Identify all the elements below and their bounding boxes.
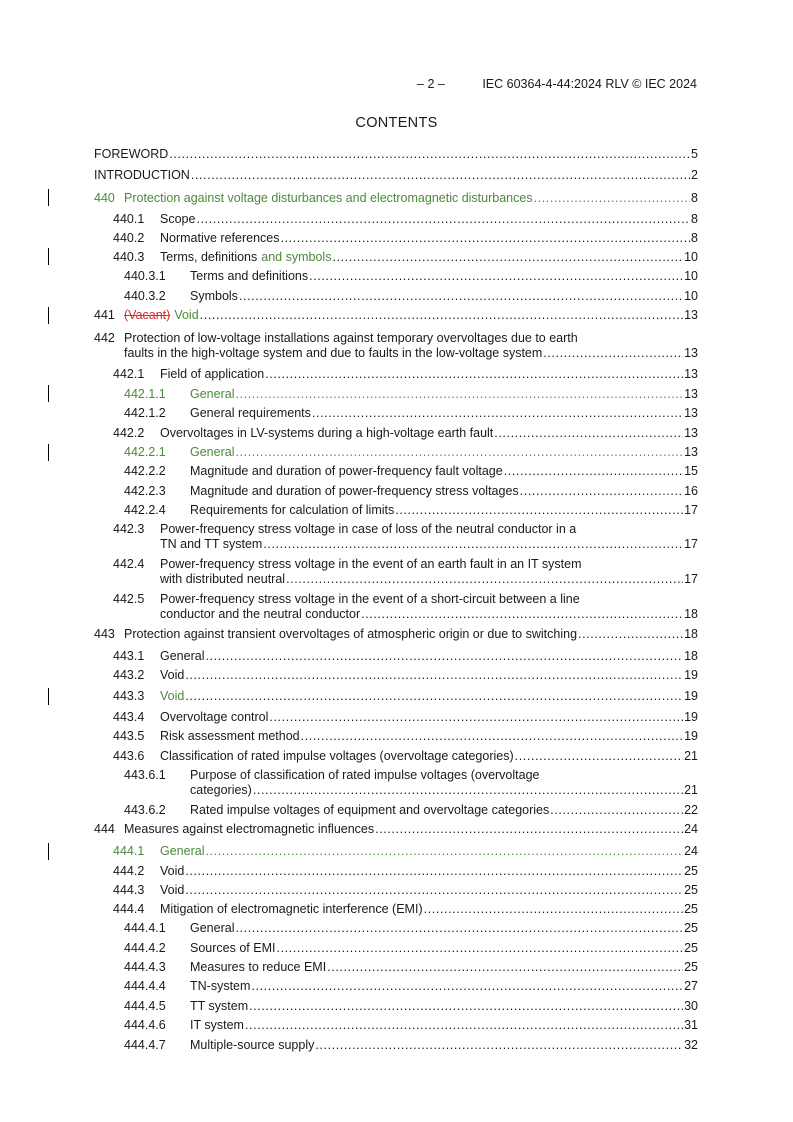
leader-dots — [185, 883, 683, 898]
toc-entry-440[interactable] — [94, 191, 698, 206]
toc-entry-page: 32 — [684, 1038, 698, 1052]
toc-entry-text: IT system — [190, 1018, 244, 1032]
toc-entry-number: 442.1.1 — [124, 387, 166, 401]
toc-entry-text: Multiple-source supply — [190, 1038, 315, 1052]
toc-entry-page: 31 — [684, 1018, 698, 1032]
toc-entry-442-1[interactable] — [113, 367, 698, 382]
toc-entry-page: 18 — [684, 627, 698, 641]
leader-dots — [235, 921, 683, 936]
toc-entry-page: 13 — [684, 387, 698, 401]
toc-entry-text-continued: faults in the high-voltage system and due to faults in the low-voltage system — [124, 346, 543, 360]
toc-entry-text: General — [190, 921, 235, 935]
toc-entry-page: 27 — [684, 979, 698, 993]
toc-entry-444-4-5[interactable] — [124, 999, 698, 1014]
toc-entry-text: Field of application — [160, 367, 265, 381]
toc-entry-number: 442.2.2 — [124, 464, 166, 478]
toc-entry-number: 444.2 — [113, 864, 145, 878]
inserted-text: Void — [174, 308, 199, 322]
toc-entry-page: 17 — [684, 537, 698, 551]
leader-dots — [515, 749, 683, 764]
toc-entry-442-2[interactable] — [113, 426, 698, 441]
toc-entry-text: Overvoltage control — [160, 710, 269, 724]
toc-entry-page: 10 — [684, 250, 698, 264]
toc-entry-text: Protection against transient overvoltages of atmospheric origin or due to switching — [124, 627, 578, 641]
toc-entry-443-6-1[interactable] — [124, 768, 698, 798]
toc-entry-text: General — [190, 445, 235, 459]
toc-entry-text: Void — [160, 883, 185, 897]
toc-entry-number: 443.6 — [113, 749, 145, 763]
toc-entry-442-3[interactable] — [113, 522, 698, 552]
toc-entry-page: 24 — [684, 844, 698, 858]
toc-entry-440-3-2[interactable] — [124, 289, 698, 304]
toc-entry-443-6-2[interactable] — [124, 803, 698, 818]
toc-entry-page: 10 — [684, 289, 698, 303]
leader-dots — [169, 147, 690, 162]
toc-entry-page: 19 — [684, 668, 698, 682]
toc-entry-number: 440.3.2 — [124, 289, 166, 303]
contents-title: CONTENTS — [355, 115, 438, 131]
toc-entry-text: Protection against voltage disturbances and electromagnetic disturbances — [124, 191, 533, 205]
toc-entry-text: Protection of low-voltage installations against temporary overvoltages due to earth — [124, 331, 578, 345]
leader-dots — [263, 537, 683, 552]
toc-entry-text: Magnitude and duration of power-frequency stress voltages — [190, 484, 519, 498]
toc-entry-number: 442.2.1 — [124, 445, 166, 459]
header-document-id: IEC 60364-4-44:2024 RLV © IEC 2024 — [482, 77, 697, 91]
toc-entry-text: Power-frequency stress voltage in the event of an earth fault in an IT system — [160, 557, 582, 571]
leader-dots — [185, 689, 683, 704]
leader-dots — [235, 387, 683, 402]
leader-dots — [312, 406, 683, 421]
toc-entry-page: 18 — [684, 649, 698, 663]
toc-entry-440-2[interactable] — [113, 231, 698, 246]
toc-entry-text: Risk assessment method — [160, 729, 300, 743]
toc-entry-number: 443.2 — [113, 668, 145, 682]
toc-entry-text: General — [160, 649, 205, 663]
toc-entry-number: 443.6.1 — [124, 768, 166, 782]
toc-entry-number: 442 — [94, 331, 115, 345]
leader-dots — [205, 649, 683, 664]
toc-entry-number: 444.1 — [113, 844, 145, 858]
toc-entry-text: General — [160, 844, 205, 858]
toc-entry-number: 444.4.7 — [124, 1038, 166, 1052]
toc-entry-number: 442.4 — [113, 557, 145, 571]
toc-entry-442-1-2[interactable] — [124, 406, 698, 421]
toc-entry-page: 8 — [691, 231, 698, 245]
toc-entry-page: 13 — [684, 426, 698, 440]
toc-entry-page: 22 — [684, 803, 698, 817]
toc-entry-text: Void — [160, 668, 185, 682]
inserted-text: and symbols — [261, 250, 332, 264]
toc-entry-444-4-6[interactable] — [124, 1018, 698, 1033]
toc-entry-page: 25 — [684, 921, 698, 935]
toc-entry-page: 21 — [684, 783, 698, 797]
change-bar — [48, 189, 49, 206]
leader-dots — [239, 289, 683, 304]
toc-entry-442-2-1[interactable] — [124, 445, 698, 460]
toc-entry-443-3[interactable] — [113, 689, 698, 704]
toc-entry-number: 444.4.6 — [124, 1018, 166, 1032]
leader-dots — [245, 1018, 683, 1033]
toc-entry-443-6[interactable] — [113, 749, 698, 764]
toc-entry-number: 444.4.3 — [124, 960, 166, 974]
toc-entry-number: 443.6.2 — [124, 803, 166, 817]
toc-entry-text: Magnitude and duration of power-frequency fault voltage — [190, 464, 503, 478]
toc-entry-number: 443 — [94, 627, 115, 641]
toc-entry-introduction[interactable] — [94, 168, 698, 183]
toc-entry-number: 443.5 — [113, 729, 145, 743]
change-bar — [48, 248, 49, 265]
toc-entry-page: 25 — [684, 902, 698, 916]
leader-dots — [251, 979, 683, 994]
toc-entry-text: Symbols — [190, 289, 238, 303]
toc-entry-442-5[interactable] — [113, 592, 698, 622]
toc-entry-number: 440.3.1 — [124, 269, 166, 283]
toc-entry-page: 17 — [684, 503, 698, 517]
toc-entry-442-2-2[interactable] — [124, 464, 698, 479]
leader-dots — [205, 844, 683, 859]
leader-dots — [281, 231, 691, 246]
toc-entry-number: 442.2 — [113, 426, 145, 440]
toc-entry-number: 442.2.4 — [124, 503, 166, 517]
toc-entry-page: 10 — [684, 269, 698, 283]
toc-entry-text: Scope — [160, 212, 196, 226]
toc-entry-text: Power-frequency stress voltage in the event of a short-circuit between a line — [160, 592, 580, 606]
leader-dots — [200, 308, 683, 323]
toc-entry-number: 442.2.3 — [124, 484, 166, 498]
toc-entry-number: 442.1.2 — [124, 406, 166, 420]
toc-entry-444-4[interactable] — [113, 902, 698, 917]
toc-entry-text: Measures against electromagnetic influences — [124, 822, 375, 836]
toc-entry-text: Sources of EMI — [190, 941, 276, 955]
toc-entry-number: 444 — [94, 822, 115, 836]
toc-entry-number: 442.3 — [113, 522, 145, 536]
toc-entry-442-2-3[interactable] — [124, 484, 698, 499]
toc-entry-444-2[interactable] — [113, 864, 698, 879]
change-bar — [48, 385, 49, 402]
toc-entry-441[interactable] — [94, 308, 698, 323]
leader-dots — [504, 464, 683, 479]
toc-entry-number: 444.4.4 — [124, 979, 166, 993]
toc-entry-page: 13 — [684, 346, 698, 360]
leader-dots — [253, 783, 683, 798]
change-bar — [48, 688, 49, 705]
toc-entry-text: Purpose of classification of rated impulse voltages (overvoltage — [190, 768, 540, 782]
toc-entry-page: 8 — [691, 191, 698, 205]
toc-entry-text: General requirements — [190, 406, 311, 420]
leader-dots — [301, 729, 683, 744]
toc-entry-text: INTRODUCTION — [94, 168, 190, 182]
page-header — [417, 77, 697, 91]
toc-entry-text: Classification of rated impulse voltages (overvoltage categories) — [160, 749, 514, 763]
toc-entry-page: 25 — [684, 960, 698, 974]
toc-entry-442-1-1[interactable] — [124, 387, 698, 402]
leader-dots — [269, 710, 683, 725]
toc-entry-442-2-4[interactable] — [124, 503, 698, 518]
toc-entry-text: TT system — [190, 999, 249, 1013]
toc-entry-text-continued: TN and TT system — [160, 537, 263, 551]
toc-entry-page: 15 — [684, 464, 698, 478]
toc-entry-number: 444.4 — [113, 902, 145, 916]
leader-dots — [191, 168, 690, 183]
toc-entry-444-4-2[interactable] — [124, 941, 698, 956]
toc-entry-text: Rated impulse voltages of equipment and overvoltage categories — [190, 803, 550, 817]
toc-entry-443-5[interactable] — [113, 729, 698, 744]
toc-entry-444-3[interactable] — [113, 883, 698, 898]
toc-entry-page: 24 — [684, 822, 698, 836]
deleted-text: (Vacant) — [124, 308, 171, 322]
toc-entry-442[interactable] — [94, 331, 698, 361]
leader-dots — [249, 999, 683, 1014]
toc-entry-443[interactable] — [94, 627, 698, 642]
toc-entry-page: 19 — [684, 729, 698, 743]
toc-entry-number: 443.4 — [113, 710, 145, 724]
toc-entry-text: Mitigation of electromagnetic interference (EMI) — [160, 902, 423, 916]
toc-entry-444[interactable] — [94, 822, 698, 837]
toc-entry-text: Terms and definitions — [190, 269, 309, 283]
toc-entry-number: 440.2 — [113, 231, 145, 245]
change-bar — [48, 444, 49, 461]
toc-entry-page: 18 — [684, 607, 698, 621]
header-page-number: – 2 – — [417, 77, 445, 91]
leader-dots — [265, 367, 683, 382]
leader-dots — [235, 445, 683, 460]
toc-entry-number: 443.3 — [113, 689, 145, 703]
toc-entry-443-2[interactable] — [113, 668, 698, 683]
toc-entry-440-3[interactable] — [113, 250, 698, 265]
leader-dots — [375, 822, 683, 837]
toc-entry-text: Normative references — [160, 231, 280, 245]
toc-entry-page: 2 — [691, 168, 698, 182]
toc-entry-text: TN-system — [190, 979, 251, 993]
toc-entry-442-4[interactable] — [113, 557, 698, 587]
leader-dots — [361, 607, 683, 622]
leader-dots — [276, 941, 683, 956]
toc-entry-443-4[interactable] — [113, 710, 698, 725]
leader-dots — [185, 864, 683, 879]
toc-entry-page: 17 — [684, 572, 698, 586]
toc-entry-text: General — [190, 387, 235, 401]
leader-dots — [543, 346, 683, 361]
leader-dots — [286, 572, 683, 587]
toc-entry-page: 25 — [684, 864, 698, 878]
leader-dots — [332, 250, 683, 265]
toc-entry-444-1[interactable] — [113, 844, 698, 859]
leader-dots — [534, 191, 690, 206]
toc-entry-number: 440.1 — [113, 212, 145, 226]
toc-entry-text: Requirements for calculation of limits — [190, 503, 395, 517]
toc-entry-440-1[interactable] — [113, 212, 698, 227]
leader-dots — [196, 212, 690, 227]
toc-entry-text-continued: with distributed neutral — [160, 572, 286, 586]
change-bar — [48, 307, 49, 324]
leader-dots — [494, 426, 683, 441]
toc-entry-444-4-3[interactable] — [124, 960, 698, 975]
toc-entry-page: 16 — [684, 484, 698, 498]
leader-dots — [327, 960, 683, 975]
toc-entry-page: 5 — [691, 147, 698, 161]
toc-entry-number: 440 — [94, 191, 115, 205]
toc-entry-foreword[interactable] — [94, 147, 698, 162]
toc-entry-444-4-7[interactable] — [124, 1038, 698, 1053]
toc-entry-page: 19 — [684, 710, 698, 724]
toc-entry-number: 440.3 — [113, 250, 145, 264]
change-bar — [48, 843, 49, 860]
toc-entry-444-4-4[interactable] — [124, 979, 698, 994]
toc-entry-page: 8 — [691, 212, 698, 226]
toc-entry-text: Terms, definitions — [160, 250, 258, 264]
toc-entry-text: Overvoltages in LV-systems during a high-voltage earth fault — [160, 426, 494, 440]
toc-entry-text: FOREWORD — [94, 147, 169, 161]
toc-entry-text-continued: conductor and the neutral conductor — [160, 607, 361, 621]
toc-entry-number: 444.3 — [113, 883, 145, 897]
toc-entry-443-1[interactable] — [113, 649, 698, 664]
toc-entry-page: 13 — [684, 406, 698, 420]
toc-entry-page: 25 — [684, 883, 698, 897]
leader-dots — [520, 484, 683, 499]
toc-entry-page: 25 — [684, 941, 698, 955]
toc-entry-number: 444.4.5 — [124, 999, 166, 1013]
toc-entry-444-4-1[interactable] — [124, 921, 698, 936]
toc-entry-number: 444.4.1 — [124, 921, 166, 935]
leader-dots — [424, 902, 683, 917]
leader-dots — [315, 1038, 683, 1053]
inserted-text: Void — [160, 689, 185, 703]
toc-entry-text: Power-frequency stress voltage in case of loss of the neutral conductor in a — [160, 522, 577, 536]
toc-entry-page: 30 — [684, 999, 698, 1013]
leader-dots — [550, 803, 683, 818]
toc-entry-number: 444.4.2 — [124, 941, 166, 955]
leader-dots — [395, 503, 683, 518]
toc-entry-page: 13 — [684, 367, 698, 381]
toc-entry-page: 13 — [684, 445, 698, 459]
leader-dots — [578, 627, 683, 642]
toc-entry-page: 21 — [684, 749, 698, 763]
toc-entry-number: 443.1 — [113, 649, 145, 663]
toc-entry-number: 441 — [94, 308, 115, 322]
toc-entry-text: Measures to reduce EMI — [190, 960, 327, 974]
toc-entry-440-3-1[interactable] — [124, 269, 698, 284]
toc-entry-number: 442.1 — [113, 367, 145, 381]
toc-entry-text-continued: categories) — [190, 783, 252, 797]
leader-dots — [309, 269, 683, 284]
toc-entry-text: Void — [160, 864, 185, 878]
leader-dots — [185, 668, 683, 683]
toc-entry-page: 13 — [684, 308, 698, 322]
toc-entry-number: 442.5 — [113, 592, 145, 606]
toc-entry-page: 19 — [684, 689, 698, 703]
